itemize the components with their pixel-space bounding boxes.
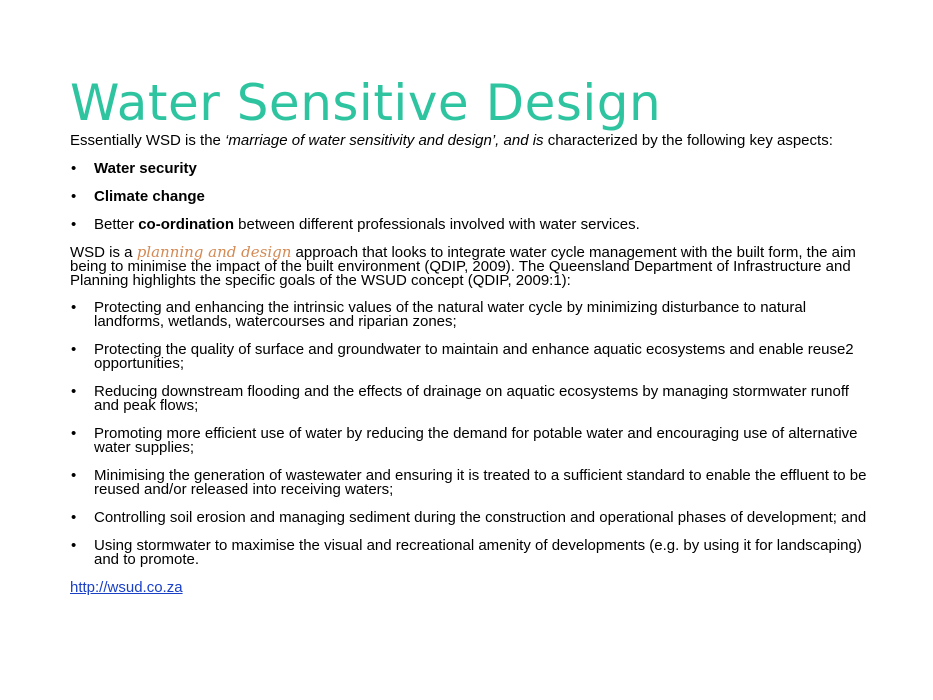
goal-text: Minimising the generation of wastewater and ensuring it is treated to a sufficient standard to enable the effluent to be reused and/or released into receiving waters; (94, 467, 867, 498)
bullet-icon: • (71, 467, 77, 484)
goal-text: Controlling soil erosion and managing sediment during the construction and operational phases of development; and (94, 509, 867, 526)
key-aspect-label: co-ordination (138, 216, 235, 233)
list-item (70, 301, 870, 329)
goal-text: Using stormwater to maximise the visual and recreational amenity of developments (e.g. by using it for landscaping) and to promote. (94, 537, 862, 568)
bullet-icon: • (71, 341, 77, 358)
list-item (70, 190, 870, 204)
list-item (70, 218, 870, 232)
goal-text: Reducing downstream flooding and the effects of drainage on aquatic ecosystems by managing stormwater runoff and peak flows; (94, 383, 849, 414)
list-item (70, 343, 870, 371)
bullet-icon: • (71, 425, 77, 442)
approach-paragraph (70, 245, 870, 288)
intro-text-start: Essentially WSD is the (70, 132, 226, 149)
slide-content (70, 74, 870, 597)
goal-text: Promoting more efficient use of water by reducing the demand for potable water and encouraging use of alternative water supplies; (94, 425, 858, 456)
goals-list (70, 301, 870, 567)
goal-text: Protecting the quality of surface and groundwater to maintain and enhance aquatic ecosystems and enable reuse2 opportunities; (94, 341, 854, 372)
key-aspect-rest: between different professionals involved with water services. (234, 216, 640, 233)
wsud-website-link[interactable]: http://wsud.co.za (70, 579, 183, 596)
bullet-icon: • (71, 537, 77, 554)
bullet-icon: • (71, 188, 77, 205)
approach-script-phrase: planning and design (136, 243, 292, 261)
page-title: Water Sensitive Design (70, 74, 662, 132)
intro-paragraph (70, 134, 870, 148)
approach-text-end: approach that looks to integrate water cycle management with the built form, the aim being to minimise the impact of the built environment (QDIP, 2009). The Queensland Department of Infrastructure and Planning highlights the specific goals of the WSUD concept (QDIP, 2009:1): (70, 244, 856, 289)
approach-text-start: WSD is a (70, 244, 137, 261)
key-aspects-list (70, 162, 870, 232)
key-aspect-label: Climate change (94, 188, 205, 205)
list-item (70, 385, 870, 413)
goal-text: Protecting and enhancing the intrinsic values of the natural water cycle by minimizing disturbance to natural landforms, wetlands, watercourses and riparian zones; (94, 299, 807, 330)
list-item (70, 469, 870, 497)
intro-text-end: characterized by the following key aspects: (543, 132, 833, 149)
bullet-icon: • (71, 299, 77, 316)
bullet-icon: • (71, 509, 77, 526)
key-aspect-prefix: Better (94, 216, 139, 233)
list-item (70, 511, 870, 525)
intro-italic-phrase: ‘marriage of water sensitivity and design’, and is (225, 132, 544, 149)
bullet-icon: • (71, 160, 77, 177)
bullet-icon: • (71, 216, 77, 233)
key-aspect-label: Water security (94, 160, 197, 177)
bullet-icon: • (71, 383, 77, 400)
list-item (70, 162, 870, 176)
list-item (70, 427, 870, 455)
list-item (70, 539, 870, 567)
